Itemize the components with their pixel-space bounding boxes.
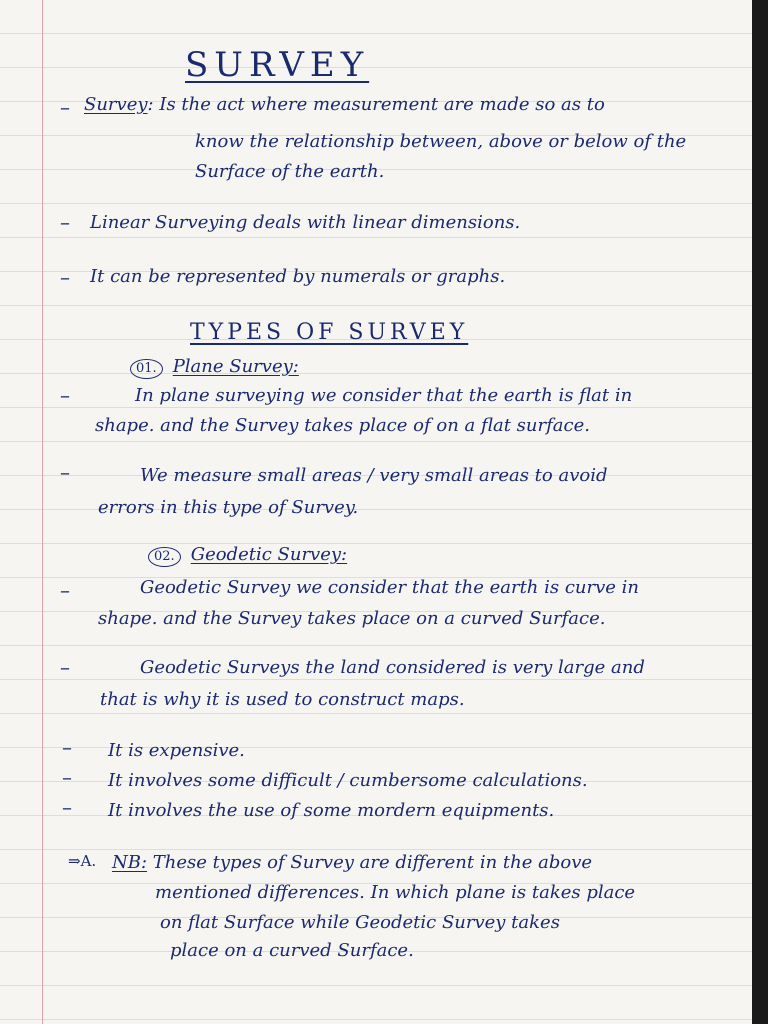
geodetic-bullet-2: It involves some difficult / cumbersome calculations. (108, 770, 588, 791)
geodetic-p1-line-2: shape. and the Survey takes place on a curved Surface. (98, 608, 606, 629)
nb-line-2: mentioned differences. In which plane is takes place (155, 882, 636, 903)
nb-line-3: on flat Surface while Geodetic Survey takes (160, 912, 560, 933)
intro-line-3: Surface of the earth. (195, 161, 385, 182)
plane-number: 01. (130, 359, 163, 379)
nb-text-1: These types of Survey are different in the above (152, 852, 593, 873)
dash-marker: – (62, 795, 72, 819)
nb-label: NB: (112, 852, 148, 873)
plane-p1-line-2: shape. and the Survey takes place of on a flat surface. (95, 415, 590, 436)
point-representation: It can be represented by numerals or graphs. (90, 266, 506, 287)
plane-heading-row (130, 356, 299, 379)
dash-marker: – (62, 765, 72, 789)
dash-marker: – (60, 383, 70, 407)
plane-p1-line-1: In plane surveying we consider that the earth is flat in (135, 385, 633, 406)
geodetic-bullet-1: It is expensive. (108, 740, 245, 761)
dash-marker: – (60, 265, 70, 289)
geodetic-heading-row (148, 544, 347, 567)
geodetic-p1-line-1: Geodetic Survey we consider that the earth is curve in (140, 577, 639, 598)
intro-term: Survey (84, 94, 148, 115)
geodetic-p2-line-1: Geodetic Surveys the land considered is very large and (140, 657, 645, 678)
plane-p2-line-1: We measure small areas / very small areas to avoid (140, 465, 608, 486)
types-heading: TYPES OF SURVEY (190, 320, 469, 345)
geodetic-bullet-3: It involves the use of some mordern equipments. (108, 800, 555, 821)
geodetic-number: 02. (148, 547, 181, 567)
dash-marker: – (60, 210, 70, 234)
plane-heading: Plane Survey: (172, 356, 299, 377)
intro-colon: : (147, 94, 154, 115)
plane-p2-line-2: errors in this type of Survey. (98, 497, 359, 518)
dash-marker: – (62, 735, 72, 759)
geodetic-p2-line-2: that is why it is used to construct maps. (100, 689, 465, 710)
nb-line-4: place on a curved Surface. (170, 940, 414, 961)
geodetic-heading: Geodetic Survey: (190, 544, 348, 565)
nb-arrow-mark: ⇒A. (68, 852, 97, 870)
nb-line-1 (112, 852, 592, 873)
margin-line (42, 0, 43, 1024)
dash-marker: – (60, 95, 70, 119)
intro-line-1 (84, 94, 605, 115)
intro-line-2: know the relationship between, above or below of the (195, 131, 687, 152)
intro-text-1: Is the act where measurement are made so as to (159, 94, 605, 115)
dash-marker: – (60, 460, 70, 484)
page-title: SURVEY (185, 45, 370, 85)
dash-marker: – (60, 655, 70, 679)
dash-marker: – (60, 578, 70, 602)
point-linear: Linear Surveying deals with linear dimensions. (90, 212, 521, 233)
